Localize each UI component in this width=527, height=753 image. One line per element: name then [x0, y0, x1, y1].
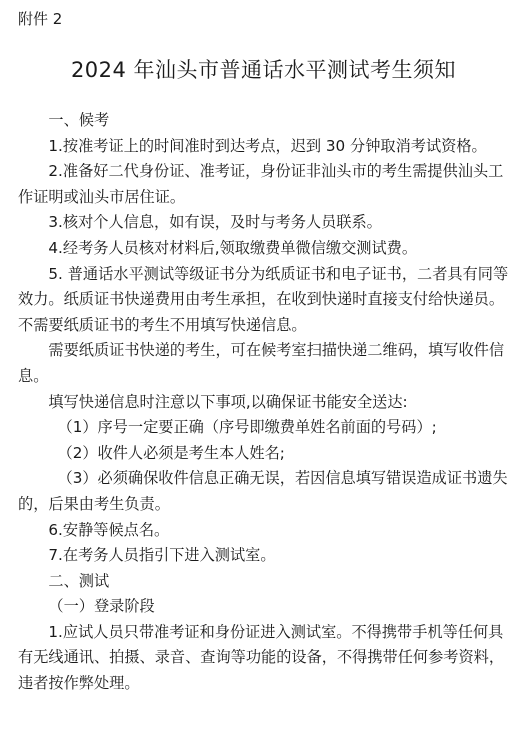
document-body	[18, 108, 512, 697]
paragraph-item-2: 2.准备好二代身份证、准考证，身份证非汕头市的考生需提供汕头工作证明或汕头市居住证。	[18, 162, 504, 206]
section-heading-waiting: 一、候考	[48, 111, 110, 129]
paragraph-express-notes: 填写快递信息时注意以下事项,以确保证书能安全送达:	[48, 392, 408, 411]
paragraph-item-4: 4.经考务人员核对材料后,领取缴费单微信缴交测试费。	[48, 238, 418, 257]
paragraph-note-3: （3）必须确保收件信息正确无误，若因信息填写错误造成证书遗失的，后果由考生负责。	[18, 469, 508, 513]
paragraph-item-1: 1.按准考证上的时间准时到达考点，迟到 30 分钟取消考试资格。	[48, 136, 487, 155]
paragraph-item-3: 3.核对个人信息，如有误，及时与考务人员联系。	[48, 213, 382, 232]
paragraph-item-7: 7.在考务人员指引下进入测试室。	[48, 546, 276, 565]
subsection-heading-login: （一）登录阶段	[48, 597, 155, 616]
attachment-label: 附件 2	[18, 10, 63, 28]
paragraph-note-1: （1）序号一定要正确（序号即缴费单姓名前面的号码）;	[57, 418, 437, 437]
paragraph-test-item-1: 1.应试人员只带准考证和身份证进入测试室。不得携带手机等任何具有无线通讯、拍摄、录音、查询等功能的设备，不得携带任何参考资料，违者按作弊处理。	[18, 622, 504, 693]
document-title: 2024 年汕头市普通话水平测试考生须知	[70, 58, 457, 82]
paragraph-express-qr: 需要纸质证书快递的考生，可在候考室扫描快递二维码，填写收件信息。	[18, 341, 505, 385]
paragraph-note-2: （2）收件人必须是考生本人姓名;	[57, 443, 285, 462]
paragraph-item-6: 6.安静等候点名。	[48, 520, 170, 539]
section-heading-test: 二、测试	[48, 571, 110, 590]
paragraph-item-5: 5. 普通话水平测试等级证书分为纸质证书和电子证书，二者具有同等效力。纸质证书快递费用由考生承担，在收到快递时直接支付给快递员。不需要纸质证书的考生不用填写快递信息。	[18, 264, 509, 334]
